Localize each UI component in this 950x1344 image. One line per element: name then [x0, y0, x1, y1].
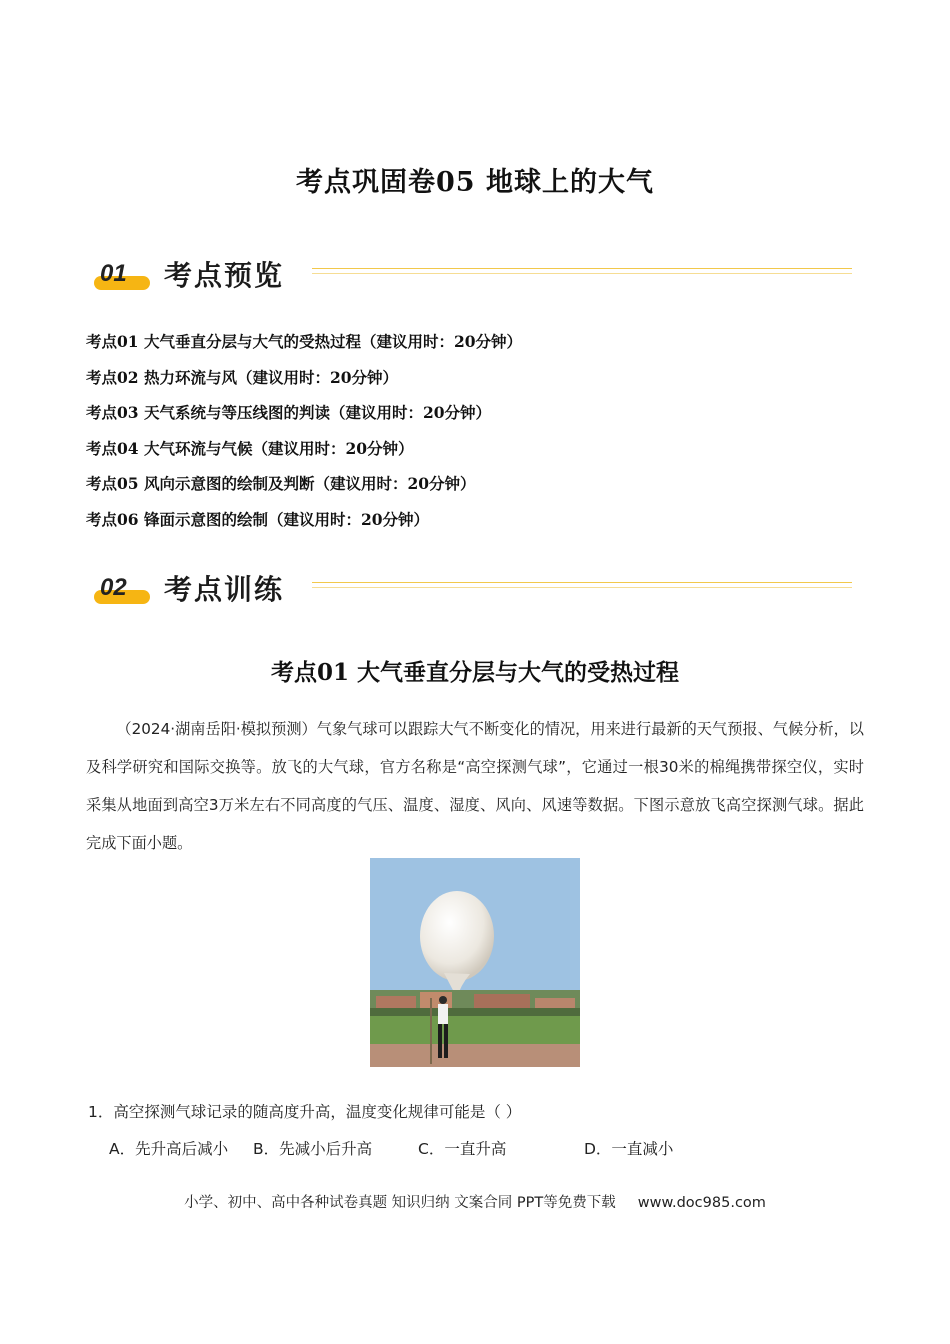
option-a[interactable]: A．先升高后减小	[109, 1140, 229, 1158]
section-banner-training	[92, 566, 862, 616]
training-heading: 考点01 大气垂直分层与大气的受热过程	[270, 659, 679, 686]
topic-item: 考点03 天气系统与等压线图的判读（建议用时：20分钟）	[86, 403, 492, 423]
footer-url[interactable]: www.doc985.com	[637, 1195, 766, 1211]
question-passage: （2024·湖南岳阳·模拟预测）气象气球可以跟踪大气不断变化的情况，用来进行最新的天气预报、气候分析，以及科学研究和国际交换等。放飞的大气球，官方名称是“高空探测气球”，它通过一根30米的棉绳携带探空仪，实时采集从地面到高空3万米左右不同高度的气压、温度、湿度、风向、风速等数据。下图示意放飞高空探测气球。据此完成下面小题。	[86, 720, 864, 852]
section-number: 01	[100, 260, 127, 287]
topic-item: 考点05 风向示意图的绘制及判断（建议用时：20分钟）	[86, 474, 476, 494]
section-title: 考点预览	[164, 259, 285, 292]
topic-item: 考点01 大气垂直分层与大气的受热过程（建议用时：20分钟）	[86, 332, 523, 351]
section-number: 02	[100, 574, 127, 601]
section-banner-preview	[92, 252, 862, 302]
topic-item: 考点04 大气环流与气候（建议用时：20分钟）	[86, 438, 414, 458]
option-c[interactable]: C．一直升高	[418, 1140, 507, 1158]
topic-item: 考点06 锋面示意图的绘制（建议用时：20分钟）	[86, 509, 430, 529]
option-b[interactable]: B．先减小后升高	[253, 1140, 373, 1158]
option-d[interactable]: D．一直减小	[584, 1140, 674, 1158]
topic-item: 考点02 热力环流与风（建议用时：20分钟）	[86, 367, 399, 387]
footer-text: 小学、初中、高中各种试卷真题 知识归纳 文案合同 PPT等免费下载	[184, 1195, 616, 1211]
document-title: 考点巩固卷05 地球上的大气	[296, 167, 654, 198]
page-footer	[0, 1191, 950, 1212]
section-title: 考点训练	[164, 573, 285, 606]
section-divider-lines	[312, 268, 852, 276]
weather-balloon-photo	[370, 858, 580, 1067]
section-divider-lines	[312, 582, 852, 590]
question-stem: 1．高空探测气球记录的随高度升高，温度变化规律可能是（ ）	[88, 1103, 522, 1121]
topic-list	[86, 330, 522, 544]
